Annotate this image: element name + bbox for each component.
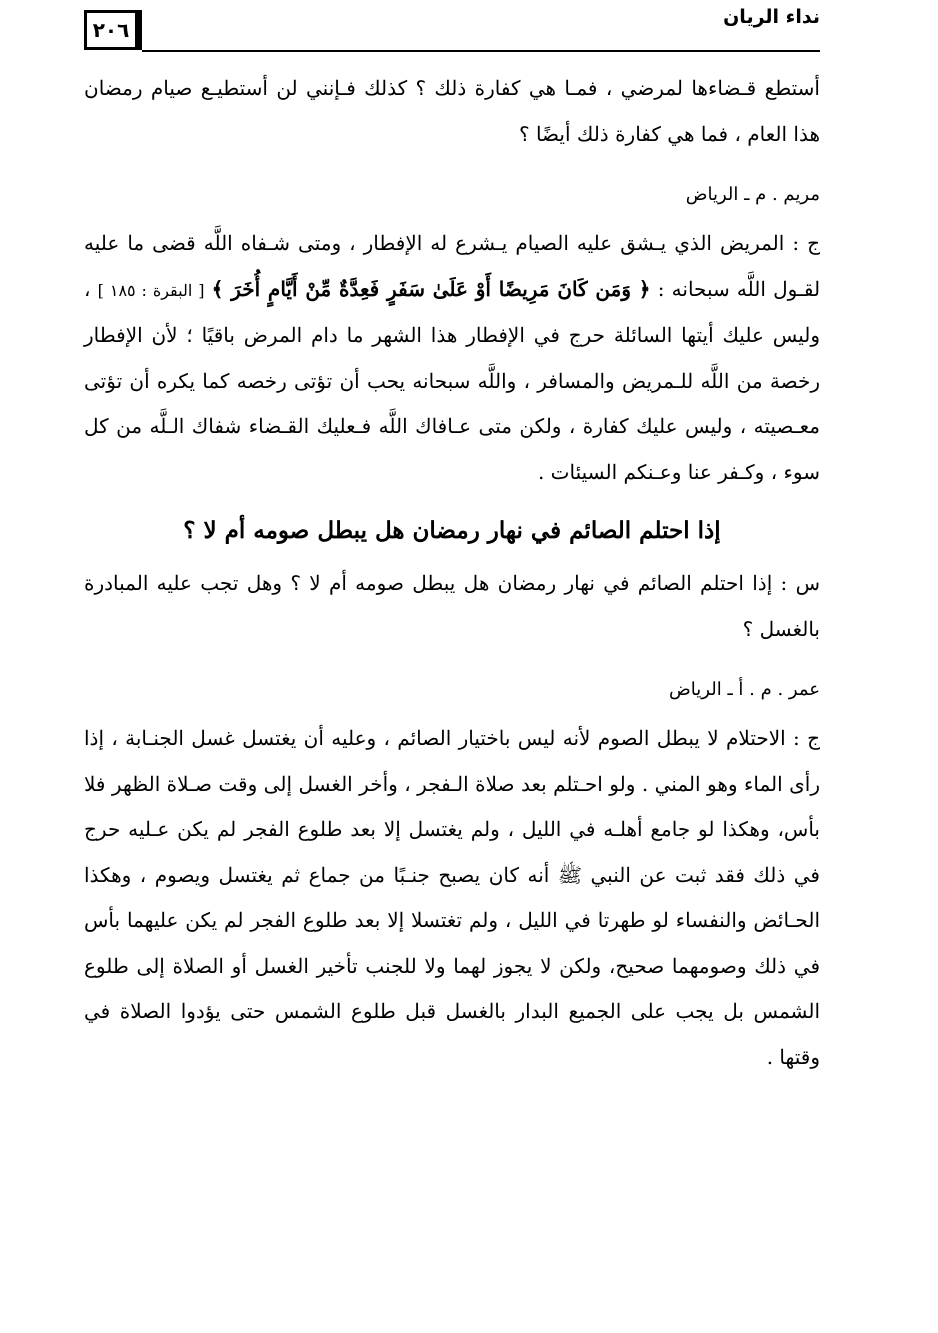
header-rule <box>142 50 820 52</box>
question-paragraph: س : إذا احتلم الصائم في نهار رمضان هل يبطل صومه أم لا ؟ وهل تجب عليه المبادرة بالغسل ؟ <box>84 571 820 641</box>
section-heading: إذا احتلم الصائم في نهار رمضان هل يبطل صومه أم لا ؟ <box>183 517 721 544</box>
answer-intro: ج : المريض الذي يـشق عليه الصيام يـشرع له الإفطار ، ومتى شـفاه اللَّه قضى ما عليه لقـول اللَّه سبحانه : <box>84 231 821 301</box>
answer-paragraph: ج : الاحتلام لا يبطل الصوم لأنه ليس باختيار الصائم ، وعليه أن يغتسل غسل الجنـابة ، إذا رأى الماء وهو المني . ولو احـتلم بعد صلاة الـفجر ، وأخر الغسل إلى وقت صـلاة الظهر فلا بأس، وهكذا لو جامع أهلـه في الليل ، ولم يغتسل إلا بعد طلوع الفجر لم يكن عـليه حرج في ذلك فقد ثبت عن النبي ﷺ أنه كان يصبح جنـبًا من جماع ثم يغتسل ويصوم ، وهكذا الحـائض والنفساء لو طهرتا في الليل ، ولم تغتسلا إلا بعد طلوع الفجر لم يكن عليهما بأس في ذلك وصومهما صحيح، ولكن لا يجوز لهما ولا للجنب تأخير الغسل أو الصلاة إلى طلوع الشمس بل يجب على الجميع البدار بالغسل قبل طلوع الشمس حتى يؤدوا الصلاة في وقتها . <box>84 726 820 1069</box>
page-header <box>84 6 820 62</box>
questioner-attribution: عمر . م . أ ـ الرياض <box>669 679 820 700</box>
answer-rest: ، وليس عليك أيتها السائلة حرج في الإفطار هذا الشهر ما دام المرض باقيًا ؛ لأن الإفطار رخصة من اللَّه للـمريض والمسافر ، واللَّه سبحانه يحب أن تؤتى رخصه كما يكره أن تؤتى معـصيته ، وليس عليك كفارة ، ولكن متى عـافاك اللَّه فـعليك القـضاء شفاك الـلَّه من كل سوء ، وكـفر عنا وعـنكم السيئات . <box>84 276 820 484</box>
question-continuation: أستطع قـضاءها لمرضي ، فمـا هي كفارة ذلك ؟ كذلك فـإنني لن أستطيـع صيام رمضان هذا العام ، فما هي كفارة ذلك أيضًا ؟ <box>84 76 820 146</box>
running-title: نداء الريان <box>723 6 820 28</box>
page-body <box>84 66 820 1080</box>
verse-reference: [ البقرة : ١٨٥ ] <box>97 280 205 300</box>
page-number: ٢٠٦ <box>84 10 142 50</box>
answer-paragraph <box>84 221 820 495</box>
questioner-attribution: مريم . م ـ الرياض <box>685 184 820 205</box>
quran-verse: ﴿ وَمَن كَانَ مَرِيضًا أَوْ عَلَىٰ سَفَرٍ فَعِدَّةٌ مِّنْ أَيَّامٍ أُخَرَ ﴾ <box>211 276 651 301</box>
